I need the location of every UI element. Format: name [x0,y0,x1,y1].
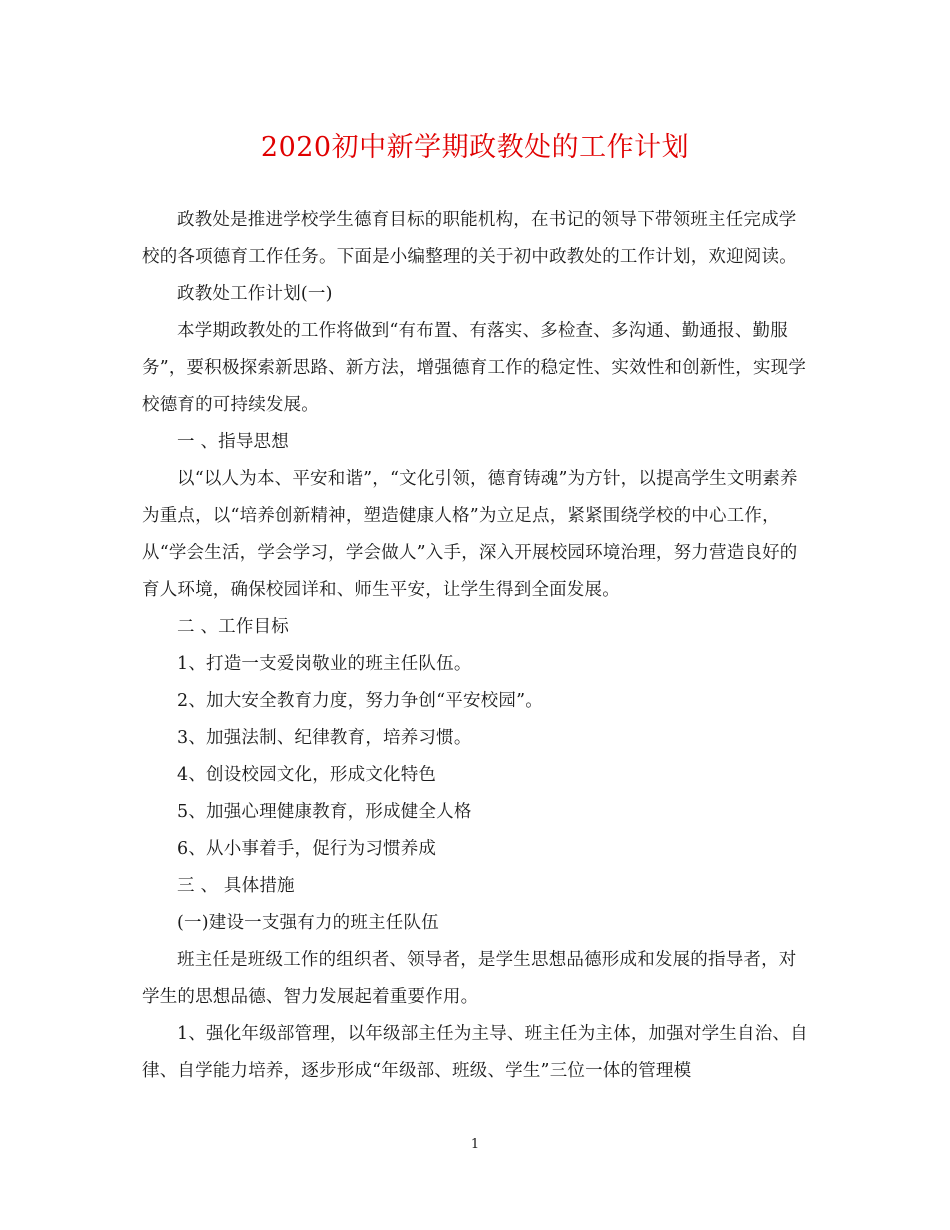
measure-item-1: 1、强化年级部管理，以年级部主任为主导、班主任为主体，加强对学生自治、自律、自学能力培养，逐步形成“年级部、班级、学生”三位一体的管理模 [142,1024,808,1081]
section-heading-measures: 三 、 具体措施 [177,876,295,896]
goal-item-1: 1、打造一支爱岗敬业的班主任队伍。 [177,654,472,674]
document-body [142,202,810,1090]
goal-item-4: 4、创设校园文化，形成文化特色 [177,765,437,785]
paragraph-plan-summary: 本学期政教处的工作将做到“有布置、有落实、多检查、多沟通、勤通报、勤服务”，要积极探索新思路、新方法，增强德育工作的稳定性、实效性和创新性，实现学校德育的可持续发展。 [142,321,807,415]
subsection-heading-teacher-team: (一)建设一支强有力的班主任队伍 [177,913,439,933]
section-heading-work-goals: 二 、工作目标 [177,617,289,637]
goal-item-2: 2、加大安全教育力度，努力争创“平安校园”。 [177,691,543,711]
goal-item-5: 5、加强心理健康教育，形成健全人格 [177,802,472,822]
section-heading-guiding-thought: 一 、指导思想 [177,432,289,452]
paragraph-plan-heading: 政教处工作计划(一) [177,284,333,304]
goal-item-3: 3、加强法制、纪律教育，培养习惯。 [177,728,472,748]
paragraph-intro: 政教处是推进学校学生德育目标的职能机构，在书记的领导下带领班主任完成学校的各项德育工作任务。下面是小编整理的关于初中政教处的工作计划，欢迎阅读。 [142,210,797,267]
paragraph-guiding-thought: 以“以人为本、平安和谐”，“文化引领，德育铸魂”为方针，以提高学生文明素养为重点，以“培养创新精神，塑造健康人格”为立足点，紧紧围绕学校的中心工作，从“学会生活，学会学习，学会做人”入手，深入开展校园环境治理，努力营造良好的育人环境，确保校园详和、师生平安，让学生得到全面发展。 [142,469,798,600]
paragraph-teacher-role: 班主任是班级工作的组织者、领导者，是学生思想品德形成和发展的指导者，对学生的思想品德、智力发展起着重要作用。 [142,950,797,1007]
document-title: 2020初中新学期政教处的工作计划 [260,132,690,163]
page-number: 1 [470,1137,480,1152]
goal-item-6: 6、从小事着手，促行为习惯养成 [177,839,437,859]
